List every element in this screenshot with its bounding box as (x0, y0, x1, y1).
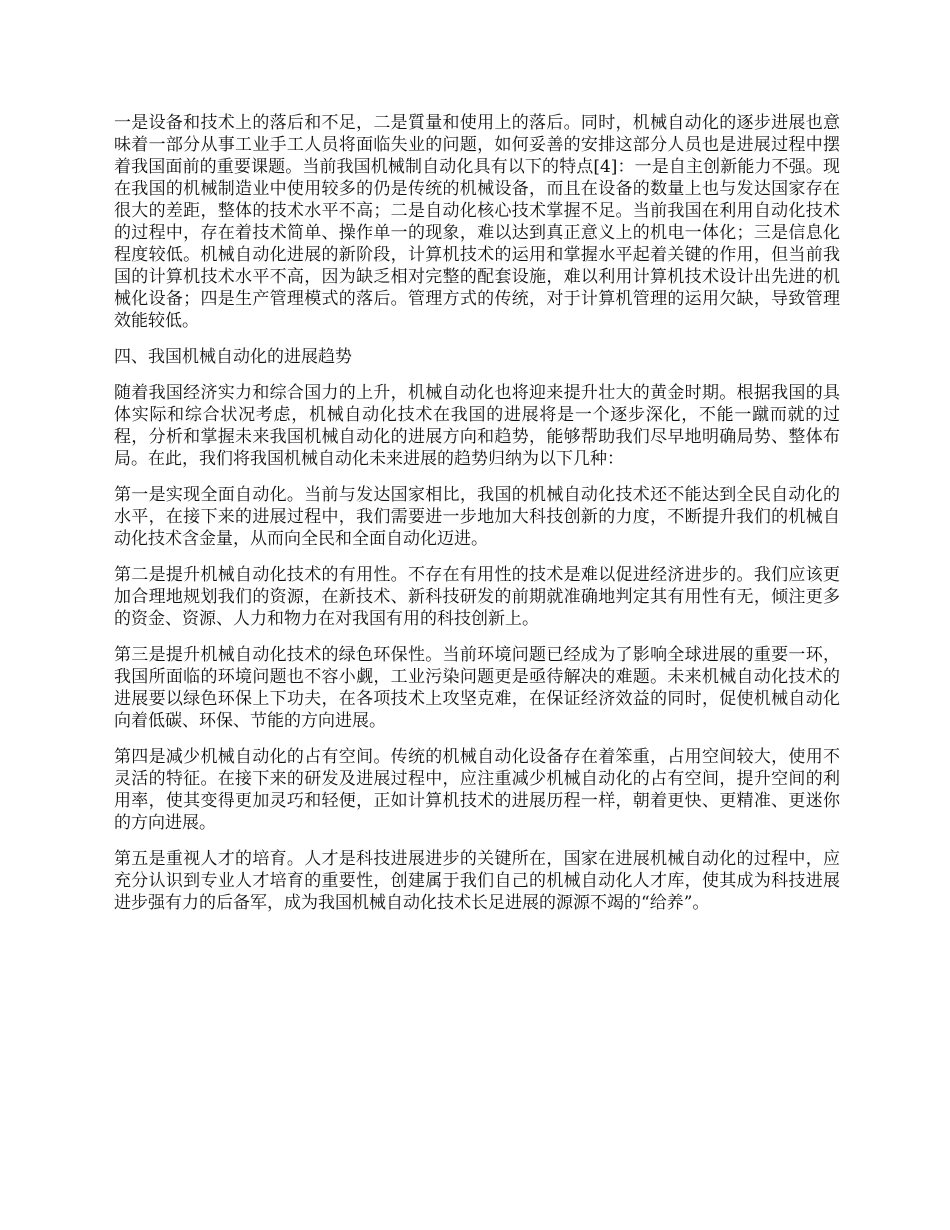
paragraph-trend-4: 第四是减少机械自动化的占有空间。传统的机械自动化设备存在着笨重，占用空间较大，使用不灵活的特征。在接下来的研发及进展过程中，应注重减少机械自动化的占有空间，提升空间的利用率，使其变得更加灵巧和轻便，正如计算机技术的进展历程一样，朝着更快、更精准、更迷你的方向进展。 (114, 747, 840, 833)
paragraph-trend-5: 第五是重视人才的培育。人才是科技进展进步的关键所在，国家在进展机械自动化的过程中，应充分认识到专业人才培育的重要性，创建属于我们自己的机械自动化人才库，使其成为科技进展进步强有力的后备军，成为我国机械自动化技术长足进展的源源不竭的“给养”。 (114, 849, 840, 913)
paragraph-trend-2: 第二是提升机械自动化技术的有用性。不存在有用性的技术是难以促进经济进步的。我们应该更加合理地规划我们的资源，在新技术、新科技研发的前期就准确地判定其有用性有无，倾注更多的资金、资源、人力和物力在对我国有用的科技创新上。 (114, 565, 840, 629)
paragraph-trend-1: 第一是实现全面自动化。当前与发达国家相比，我国的机械自动化技术还不能达到全民自动化的水平，在接下来的进展过程中，我们需要进一步地加大科技创新的力度，不断提升我们的机械自动化技术含金量，从而向全民和全面自动化迈进。 (114, 485, 840, 549)
paragraph-intro-trends: 随着我国经济实力和综合国力的上升，机械自动化也将迎来提升壮大的黄金时期。根据我国的具体实际和综合状况考虑，机械自动化技术在我国的进展将是一个逐步深化，不能一蹴而就的过程，分析和掌握未来我国机械自动化的进展方向和趋势，能够帮助我们尽早地明确局势、整体布局。在此，我们将我国机械自动化未来进展的趋势归纳为以下几种： (114, 383, 840, 469)
paragraph-challenges: 一是设备和技术上的落后和不足，二是質量和使用上的落后。同时，机械自动化的逐步进展也意味着一部分从事工业手工人员将面临失业的问题，如何妥善的安排这部分人员也是进展过程中摆着我国面前的重要课题。当前我国机械制自动化具有以下的特点[4]：一是自主创新能力不强。现在我国的机械制造业中使用较多的仍是传统的机械设备，而且在设备的数量上也与发达国家存在很大的差距，整体的技术水平不高；二是自动化核心技术掌握不足。当前我国在利用自动化技术的过程中，存在着技术简单、操作单一的现象，难以达到真正意义上的机电一体化；三是信息化程度较低。机械自动化进展的新阶段，计算机技术的运用和掌握水平起着关键的作用，但当前我国的计算机技术水平不高，因为缺乏相对完整的配套设施，难以利用计算机技术设计出先进的机械化设备；四是生产管理模式的落后。管理方式的传统，对于计算机管理的运用欠缺，导致管理效能较低。 (114, 113, 840, 331)
paragraph-trend-3: 第三是提升机械自动化技术的绿色环保性。当前环境问题已经成为了影响全球进展的重要一环，我国所面临的环境问题也不容小觑，工业污染问题更是亟待解决的难题。未来机械自动化技术的进展要以绿色环保上下功夫，在各项技术上攻坚克难，在保证经济效益的同时，促使机械自动化向着低碳、环保、节能的方向进展。 (114, 645, 840, 731)
section-heading: 四、我国机械自动化的进展趋势 (114, 347, 352, 367)
document-page (114, 112, 840, 928)
